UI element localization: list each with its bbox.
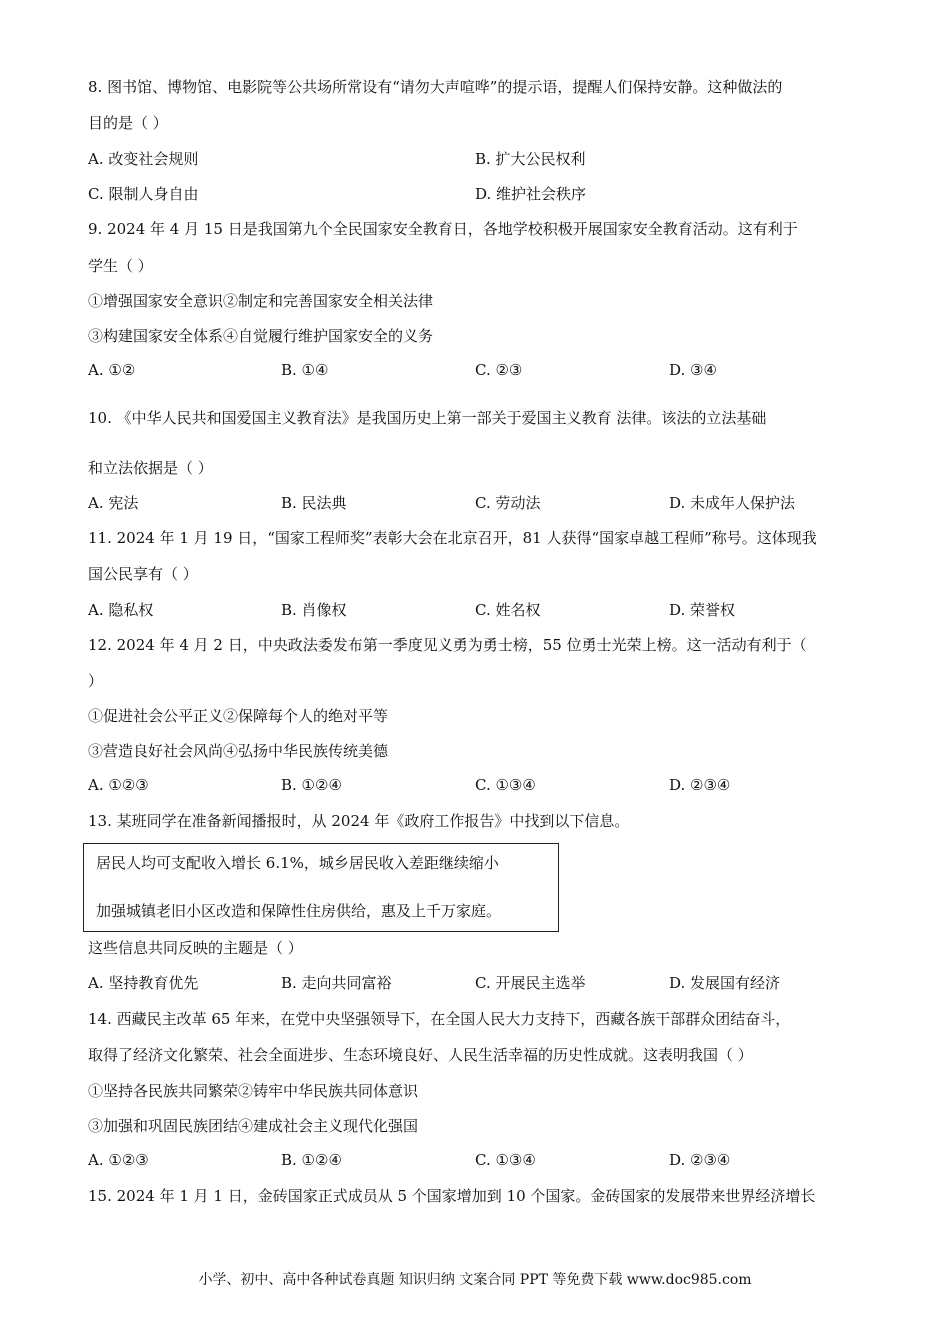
page-footer: 小学、初中、高中各种试卷真题 知识归纳 文案合同 PPT 等免费下载 www.doc985.com	[198, 1272, 752, 1288]
question-13-option-c: C. 开展民主选举	[475, 974, 586, 992]
question-12-option-c: C. ①③④	[475, 776, 536, 794]
question-13-line-1: 13. 某班同学在准备新闻播报时，从 2024 年《政府工作报告》中找到以下信息。	[88, 812, 630, 830]
question-10-line-1: 10. 《中华人民共和国爱国主义教育法》是我国历史上第一部关于爱国主义教育 法律。该法的立法基础	[88, 409, 767, 427]
question-9-option-c: C. ②③	[475, 361, 523, 379]
question-8-option-b: B. 扩大公民权利	[475, 150, 586, 168]
question-12-line-2: ）	[88, 672, 104, 690]
question-14-line-2: 取得了经济文化繁荣、社会全面进步、生态环境良好、人民生活幸福的历史性成就。这表明我国（ ）	[88, 1046, 753, 1064]
question-12-statements-2: ③营造良好社会风尚④弘扬中华民族传统美德	[88, 742, 389, 760]
question-14-statements-1: ①坚持各民族共同繁荣②铸牢中华民族共同体意识	[88, 1082, 419, 1100]
question-9-option-d: D. ③④	[669, 361, 717, 379]
question-14-option-d: D. ②③④	[669, 1151, 731, 1169]
question-9-option-b: B. ①④	[281, 361, 329, 379]
question-13-option-d: D. 发展国有经济	[669, 974, 781, 992]
question-9-line-2: 学生（ ）	[88, 257, 153, 275]
question-8-option-a: A. 改变社会规则	[88, 150, 199, 168]
question-9-statements-1: ①增强国家安全意识②制定和完善国家安全相关法律	[88, 292, 434, 310]
question-9-statements-2: ③构建国家安全体系④自觉履行维护国家安全的义务	[88, 327, 434, 345]
question-12-statements-1: ①促进社会公平正义②保障每个人的绝对平等	[88, 707, 389, 725]
question-15-line-1: 15. 2024 年 1 月 1 日，金砖国家正式成员从 5 个国家增加到 10 个国家。金砖国家的发展带来世界经济增长	[88, 1187, 816, 1205]
question-13-option-a: A. 坚持教育优先	[88, 974, 199, 992]
question-8-option-c: C. 限制人身自由	[88, 185, 199, 203]
question-10-line-2: 和立法依据是（ ）	[88, 459, 213, 477]
question-10-option-a: A. 宪法	[88, 494, 139, 512]
question-14-line-1: 14. 西藏民主改革 65 年来，在党中央坚强领导下，在全国人民大力支持下，西藏各族干部群众团结奋斗，	[88, 1010, 791, 1028]
question-14-option-b: B. ①②④	[281, 1151, 342, 1169]
question-11-option-a: A. 隐私权	[88, 601, 154, 619]
question-12-line-1: 12. 2024 年 4 月 2 日，中央政法委发布第一季度见义勇为勇士榜，55 位勇士光荣上榜。这一活动有利于（	[88, 636, 807, 654]
question-12-option-a: A. ①②③	[88, 776, 149, 794]
info-box-line-2: 加强城镇老旧小区改造和保障性住房供给，惠及上千万家庭。	[96, 902, 502, 920]
question-10-option-c: C. 劳动法	[475, 494, 541, 512]
question-11-line-1: 11. 2024 年 1 月 19 日，“国家工程师奖”表彰大会在北京召开，81 人获得“国家卓越工程师”称号。这体现我	[88, 529, 817, 547]
info-box-line-1: 居民人均可支配收入增长 6.1%，城乡居民收入差距继续缩小	[96, 854, 499, 872]
question-13-option-b: B. 走向共同富裕	[281, 974, 392, 992]
question-12-option-b: B. ①②④	[281, 776, 342, 794]
question-8-line-2: 目的是（ ）	[88, 114, 168, 132]
question-11-option-b: B. 肖像权	[281, 601, 347, 619]
question-14-option-a: A. ①②③	[88, 1151, 149, 1169]
question-13-prompt: 这些信息共同反映的主题是（ ）	[88, 939, 303, 957]
question-11-option-c: C. 姓名权	[475, 601, 541, 619]
question-9-line-1: 9. 2024 年 4 月 15 日是我国第九个全民国家安全教育日，各地学校积极开展国家安全教育活动。这有利于	[88, 220, 798, 238]
question-14-statements-2: ③加强和巩固民族团结④建成社会主义现代化强国	[88, 1117, 419, 1135]
question-11-option-d: D. 荣誉权	[669, 601, 736, 619]
question-11-line-2: 国公民享有（ ）	[88, 565, 198, 583]
question-8-option-d: D. 维护社会秩序	[475, 185, 587, 203]
question-14-option-c: C. ①③④	[475, 1151, 536, 1169]
question-13-info-box	[83, 843, 559, 932]
question-10-option-d: D. 未成年人保护法	[669, 494, 796, 512]
question-8-line-1: 8. 图书馆、博物馆、电影院等公共场所常设有“请勿大声喧哗”的提示语，提醒人们保持安静。这种做法的	[88, 78, 783, 96]
question-12-option-d: D. ②③④	[669, 776, 731, 794]
question-10-option-b: B. 民法典	[281, 494, 347, 512]
question-9-option-a: A. ①②	[88, 361, 136, 379]
